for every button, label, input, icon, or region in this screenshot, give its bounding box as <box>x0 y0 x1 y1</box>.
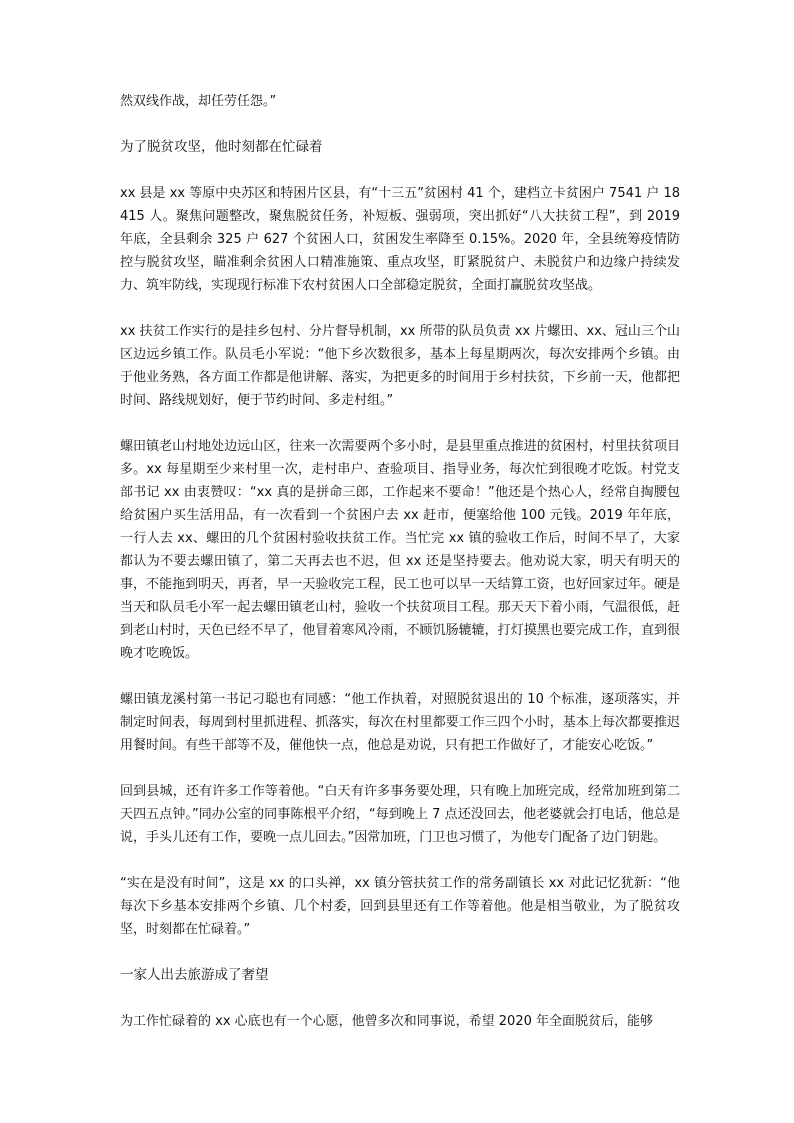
section-heading-family-trip: 一家人出去旅游成了奢望 <box>120 967 269 983</box>
paragraph-wish: 为工作忙碌着的 xx 心底也有一个心愿，他曾多次和同事说，希望 2020 年全面脱贫后，能够 <box>120 1014 654 1029</box>
paragraph-longxi-village: 螺田镇龙溪村第一书记刁聪也有同感：“他工作执着，对照脱贫退出的 10 个标准，逐项落实，并制定时间表，每周到村里抓进程、抓落实，每次在村里都要工作三四个小时，基本上每次都要推迟用餐时间。有些干部等不及，催他快一点，他总是劝说，只有把工作做好了，才能安心吃饭。” <box>120 692 680 753</box>
paragraph-supervision-mechanism: xx 扶贫工作实行的是挂乡包村、分片督导机制，xx 所带的队员负责 xx 片螺田、xx、冠山三个山区边远乡镇工作。队员毛小军说：“他下乡次数很多，基本上每星期两次，每次安排两个乡镇。由于他业务熟，各方面工作都是他讲解、落实，为把更多的时间用于乡村扶贫，下乡前一天，他都把时间、路线规划好，便于节约时间、多走村组。” <box>120 324 680 408</box>
paragraph-continuation: 然双线作战，却任劳任怨。” <box>120 94 277 109</box>
paragraph-county-overview: xx 县是 xx 等原中央苏区和特困片区县，有“十三五”贫困村 41 个，建档立卡贫困户 7541 户 18415 人。聚焦问题整改，聚焦脱贫任务，补短板、强弱项，突出抓好“八大扶贫工程”，到 2019 年底，全县剩余 325 户 627 个贫困人口，贫困发生率降至 0.15%。2020 年，全县统筹疫情防控与脱贫攻坚，瞄准剩余贫困人口精准施策、重点攻坚，盯紧脱贫户、未脱贫户和边缘户持续发力、筑牢防线，实现现行标准下农村贫困人口全部稳定脱贫，全面打赢脱贫攻坚战。 <box>120 186 680 293</box>
paragraph-back-to-county: 回到县城，还有许多工作等着他。“白天有许多事务要处理，只有晚上加班完成，经常加班到第二天四五点钟。”同办公室的同事陈根平介绍，“每到晚上 7 点还没回去，他老婆就会打电话，他总是说，手头儿还有工作，要晚一点儿回去。”因常加班，门卫也习惯了，为他专门配备了边门钥匙。 <box>120 784 680 845</box>
document-page <box>120 90 680 1033</box>
paragraph-laoshan-village: 螺田镇老山村地处边远山区，往来一次需要两个多小时，是县里重点推进的贫困村，村里扶贫项目多。xx 每星期至少来村里一次，走村串户、查验项目、指导业务，每次忙到很晚才吃饭。村党支部书记 xx 由衷赞叹：“xx 真的是拼命三郎，工作起来不要命！”他还是个热心人，经常自掏腰包给贫困户买生活用品，有一次看到一个贫困户去 xx 赶市，便塞给他 100 元钱。2019 年年底，一行人去 xx、螺田的几个贫困村验收扶贫工作。当忙完 xx 镇的验收工作后，时间不早了，大家都认为不要去螺田镇了，第二天再去也不迟，但 xx 还是坚持要去。他劝说大家，明天有明天的事，不能拖到明天，再者，早一天验收完工程，民工也可以早一天结算工资，也好回家过年。硬是当天和队员毛小军一起去螺田镇老山村，验收一个扶贫项目工程。那天天下着小雨，气温很低，赶到老山村时，天色已经不早了，他冒着寒风冷雨，不顾饥肠辘辘，打灯摸黑也要完成工作，直到很晚才吃晚饭。 <box>120 439 680 661</box>
paragraph-no-time: “实在是没有时间”，这是 xx 的口头禅，xx 镇分管扶贫工作的常务副镇长 xx 对此记忆犹新：“他每次下乡基本安排两个乡镇、几个村委，回到县里还有工作等着他。他是相当敬业，为了脱贫攻坚，时刻都在忙碌着。” <box>120 876 680 937</box>
section-heading-busy: 为了脱贫攻坚，他时刻都在忙碌着 <box>120 139 323 155</box>
